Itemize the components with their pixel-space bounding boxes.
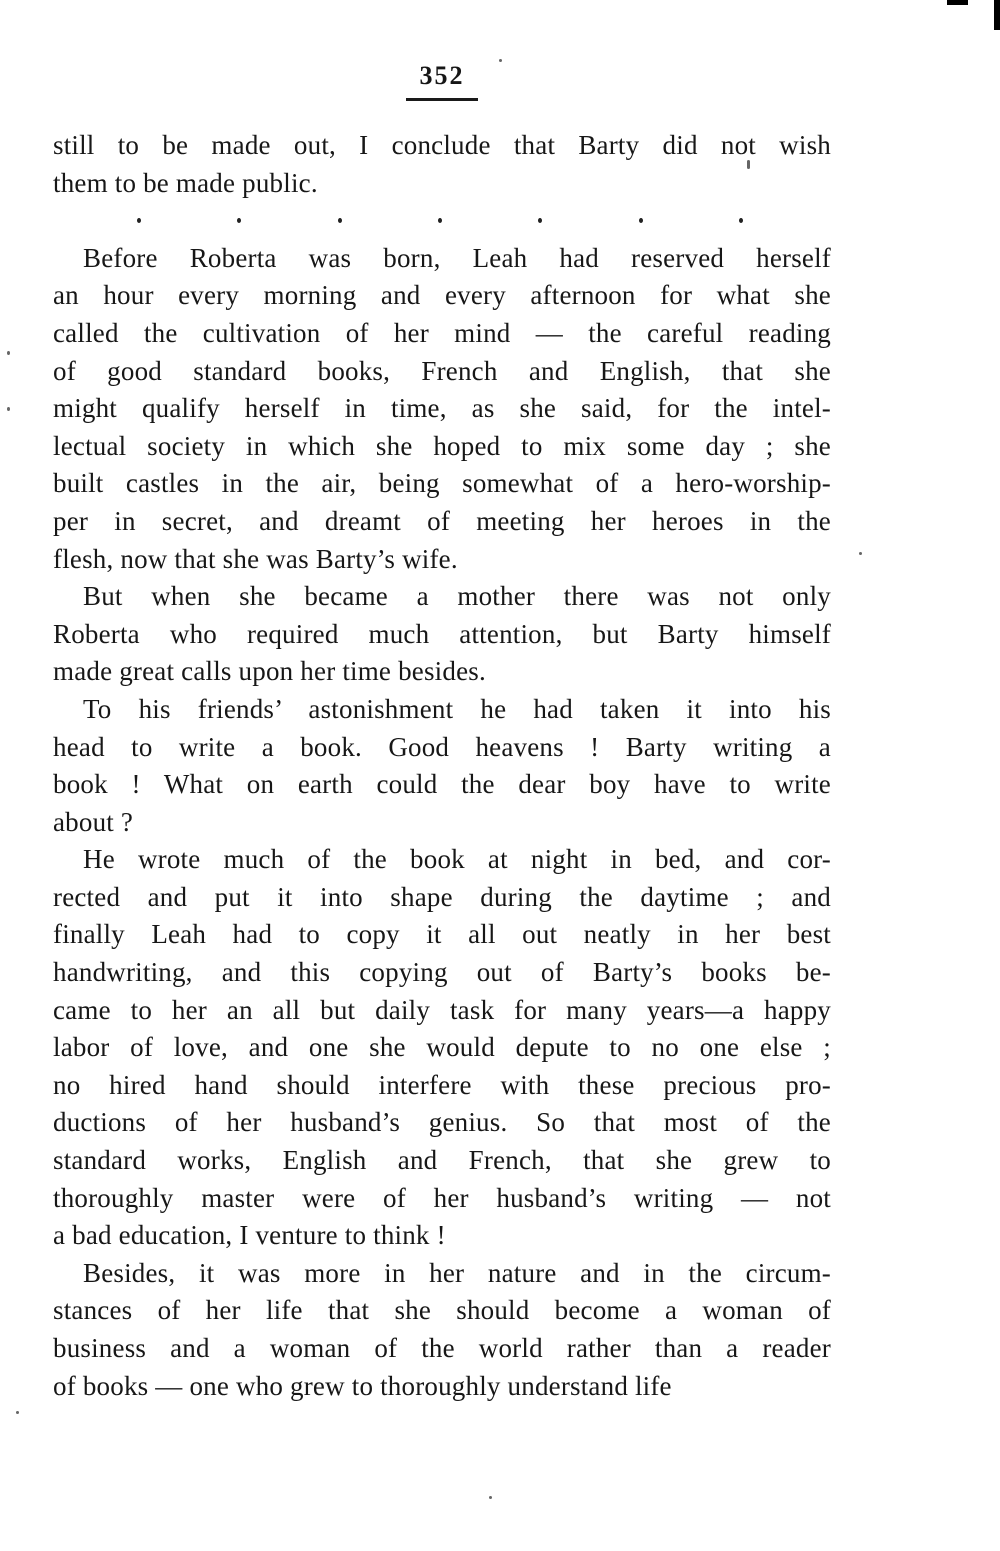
text-line: stances of her life that she should become a woman of (53, 1295, 831, 1326)
text-line: head to write a book. Good heavens ! Barty writing a (53, 731, 831, 762)
separator-dot (639, 218, 643, 223)
scan-speck (859, 552, 862, 555)
text-line: rected and put it into shape during the daytime ; and (53, 881, 831, 912)
text-line: an hour every morning and every afternoon for what she (53, 280, 831, 311)
text-line: But when she became a mother there was not only (83, 581, 831, 612)
separator-dot (739, 218, 743, 223)
text-line: lectual society in which she hoped to mix some day ; she (53, 430, 831, 461)
scan-speck (7, 407, 10, 411)
page-number: 352 (419, 61, 465, 90)
text-line: To his friends’ astonishment he had taken it into his (83, 693, 831, 724)
page-number-rule (406, 98, 478, 101)
text-line: a bad education, I venture to think ! (53, 1220, 446, 1251)
text-line: Roberta who required much attention, but Barty himself (53, 618, 831, 649)
text-line: ductions of her husband’s genius. So that most of the (53, 1107, 831, 1138)
text-line: made great calls upon her time besides. (53, 656, 486, 687)
text-line: of good standard books, French and English, that she (53, 355, 831, 386)
text-line: called the cultivation of her mind — the careful reading (53, 317, 831, 348)
text-line: He wrote much of the book at night in bed, and cor- (83, 844, 831, 875)
text-line: might qualify herself in time, as she said, for the intel- (53, 393, 831, 424)
scan-speck (16, 1411, 19, 1414)
dot-separator (53, 202, 831, 240)
text-line: handwriting, and this copying out of Barty’s books be- (53, 957, 831, 988)
text-line: came to her an all but daily task for many years—a happy (53, 994, 831, 1025)
text-line: flesh, now that she was Barty’s wife. (53, 543, 458, 574)
text-line: thoroughly master were of her husband’s writing — not (53, 1182, 831, 1213)
scan-mark-top-right-bar (947, 0, 968, 5)
text-line: of books — one who grew to thoroughly understand life (53, 1370, 672, 1401)
page-header (53, 62, 831, 101)
text-line: them to be made public. (53, 167, 318, 198)
separator-dot (438, 218, 442, 223)
separator-dot (137, 218, 141, 223)
scan-speck (489, 1496, 492, 1499)
separator-dot (237, 218, 241, 223)
text-line: finally Leah had to copy it all out neatly in her best (53, 919, 831, 950)
scan-speck (7, 351, 10, 355)
scan-mark-corner-notch (994, 0, 1000, 30)
separator-dot (538, 218, 542, 223)
separator-dot (338, 218, 342, 223)
text-line: book ! What on earth could the dear boy have to write (53, 769, 831, 800)
text-block (53, 127, 831, 1405)
text-line: business and a woman of the world rather than a reader (53, 1333, 831, 1363)
text-line: still to be made out, I conclude that Barty did not wish (53, 130, 831, 160)
text-line: per in secret, and dreamt of meeting her heroes in the (53, 505, 831, 536)
text-line: no hired hand should interfere with these precious pro- (53, 1069, 831, 1100)
text-line: built castles in the air, being somewhat of a hero-worship- (53, 468, 831, 499)
text-line: Before Roberta was born, Leah had reserved herself (83, 242, 831, 273)
text-line: labor of love, and one she would depute to no one else ; (53, 1032, 831, 1063)
text-line: about ? (53, 806, 134, 837)
text-line: standard works, English and French, that she grew to (53, 1145, 831, 1176)
text-line: Besides, it was more in her nature and in the circum- (83, 1257, 831, 1288)
